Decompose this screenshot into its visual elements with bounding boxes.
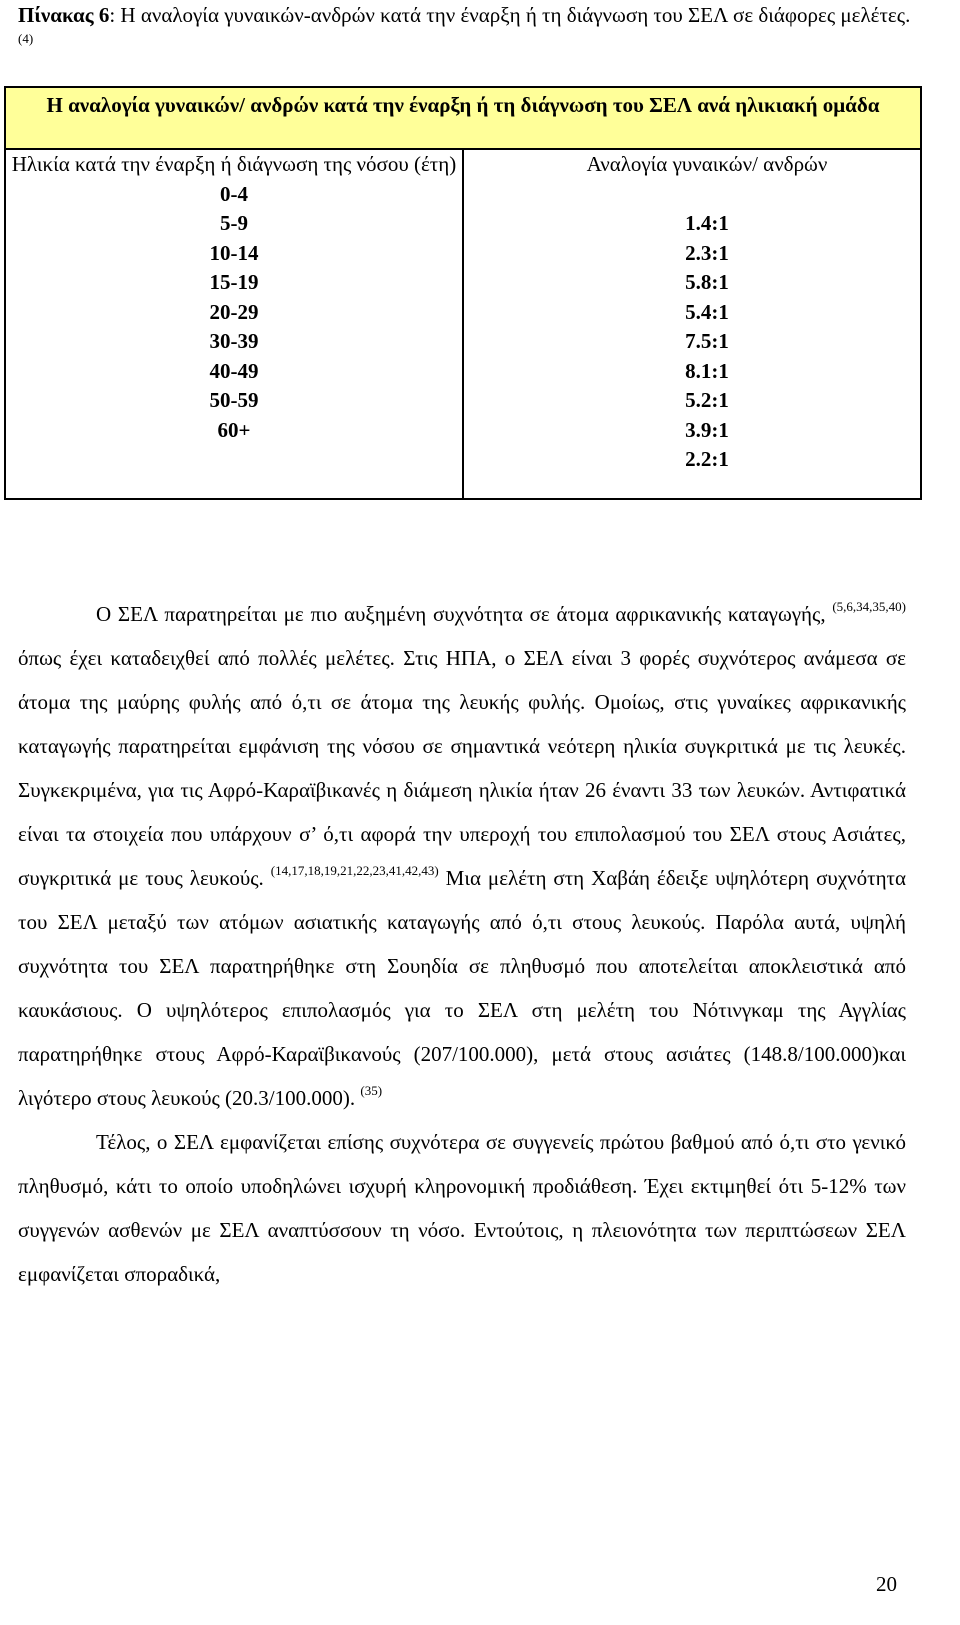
ratio-cell: 2.2:1 <box>685 447 729 471</box>
ratio-cell: 3.9:1 <box>685 417 729 442</box>
age-cell: 60+ <box>217 417 251 442</box>
citation-ref: (5,6,34,35,40) <box>832 599 906 614</box>
body-text <box>18 592 906 1296</box>
table-caption <box>18 0 923 60</box>
table-title: Η αναλογία γυναικών/ ανδρών κατά την έναρξη ή τη διάγνωση του ΣΕΛ ανά ηλικιακή ομάδα <box>6 88 920 150</box>
ratio-cell: 1.4:1 <box>685 211 729 235</box>
caption-ref: (4) <box>18 31 34 46</box>
ratio-cell: 5.4:1 <box>685 299 729 324</box>
caption-label: Πίνακας 6 <box>18 3 110 27</box>
paragraph-ethnicity <box>18 592 906 1120</box>
ratio-table <box>4 86 922 500</box>
ratio-cell: 2.3:1 <box>685 240 729 265</box>
age-cell: 0-4 <box>220 181 248 206</box>
caption-text: : Η αναλογία γυναικών-ανδρών κατά την έναρξη ή τη διάγνωση του ΣΕΛ σε διάφορες μελέτες. <box>109 3 911 27</box>
age-column <box>6 150 462 445</box>
citation-ref: (35) <box>360 1083 383 1098</box>
ratio-cell: 8.1:1 <box>685 358 729 383</box>
citation-ref: (14,17,18,19,21,22,23,41,42,43) <box>270 863 439 878</box>
ratio-cell: 7.5:1 <box>685 329 729 353</box>
ratio-cell: 5.8:1 <box>685 270 729 294</box>
age-cell: 40-49 <box>209 358 259 383</box>
ratio-column <box>464 150 920 475</box>
age-cell: 15-19 <box>209 270 259 294</box>
paragraph-text: όπως έχει καταδειχθεί από πολλές μελέτες. Στις ΗΠΑ, ο ΣΕΛ είναι 3 φορές συχνότερος ανάμεσα σε άτομα της μαύρης φυλής από ό,τι σε άτομα της λευκής φυλής. Ομοίως, στις γυναίκες αφρικανικής καταγωγής παρατηρείται εμφάνιση της νόσου σε σημαντικά νεότερη ηλικία συγκριτικά με τις λευκές. Συγκεκριμένα, για τις Αφρό-Καραϊβικανές η διάμεση ηλικία ήταν 26 έναντι 33 των λευκών. Αντιφατικά είναι τα στοιχεία που υπάρχουν σ’ ό,τι αφορά την υπεροχή του επιπολασμού του ΣΕΛ στους Ασιάτες, συγκριτικά με τους λευκούς. <box>18 646 906 890</box>
age-cell: 30-39 <box>209 329 259 353</box>
ratio-column-header: Αναλογία γυναικών/ ανδρών <box>586 152 828 176</box>
age-cell: 50-59 <box>209 388 259 412</box>
paragraph-heredity: Τέλος, ο ΣΕΛ εμφανίζεται επίσης συχνότερα σε συγγενείς πρώτου βαθμού από ό,τι στο γενικό πληθυσμό, κάτι το οποίο υποδηλώνει ισχυρή κληρονομική προδιάθεση. Έχει εκτιμηθεί ότι 5-12% των συγγενών ασθενών με ΣΕΛ αναπτύσσουν τη νόσο. Εντούτοις, η πλειονότητα των περιπτώσεων ΣΕΛ εμφανίζεται σποραδικά, <box>18 1130 906 1286</box>
age-column-header: Ηλικία κατά την έναρξη ή διάγνωση της νόσου (έτη) <box>11 152 457 176</box>
paragraph-text: Ο ΣΕΛ παρατηρείται με πιο αυξημένη συχνότητα σε άτομα αφρικανικής καταγωγής, <box>96 602 833 626</box>
page-number: 20 <box>876 1572 897 1596</box>
paragraph-text: Μια μελέτη στη Χαβάη έδειξε υψηλότερη συχνότητα του ΣΕΛ μεταξύ των ατόμων ασιατικής καταγωγής από ό,τι στους λευκούς. Παρόλα αυτά, υψηλή συχνότητα του ΣΕΛ παρατηρήθηκε στη Σουηδία σε πληθυσμό που αποτελείται αποκλειστικά από καυκάσιους. Ο υψηλότερος επιπολασμός για το ΣΕΛ στη μελέτη του Νότινγκαμ της Αγγλίας παρατηρήθηκε στους Αφρό-Καραϊβικανούς (207/100.000), μετά στους ασιάτες (148.8/100.000)και λιγότερο στους λευκούς (20.3/100.000). <box>18 866 906 1110</box>
age-cell: 20-29 <box>209 299 259 324</box>
age-cell: 5-9 <box>220 211 248 235</box>
ratio-cell: 5.2:1 <box>685 388 729 412</box>
age-cell: 10-14 <box>209 240 259 265</box>
